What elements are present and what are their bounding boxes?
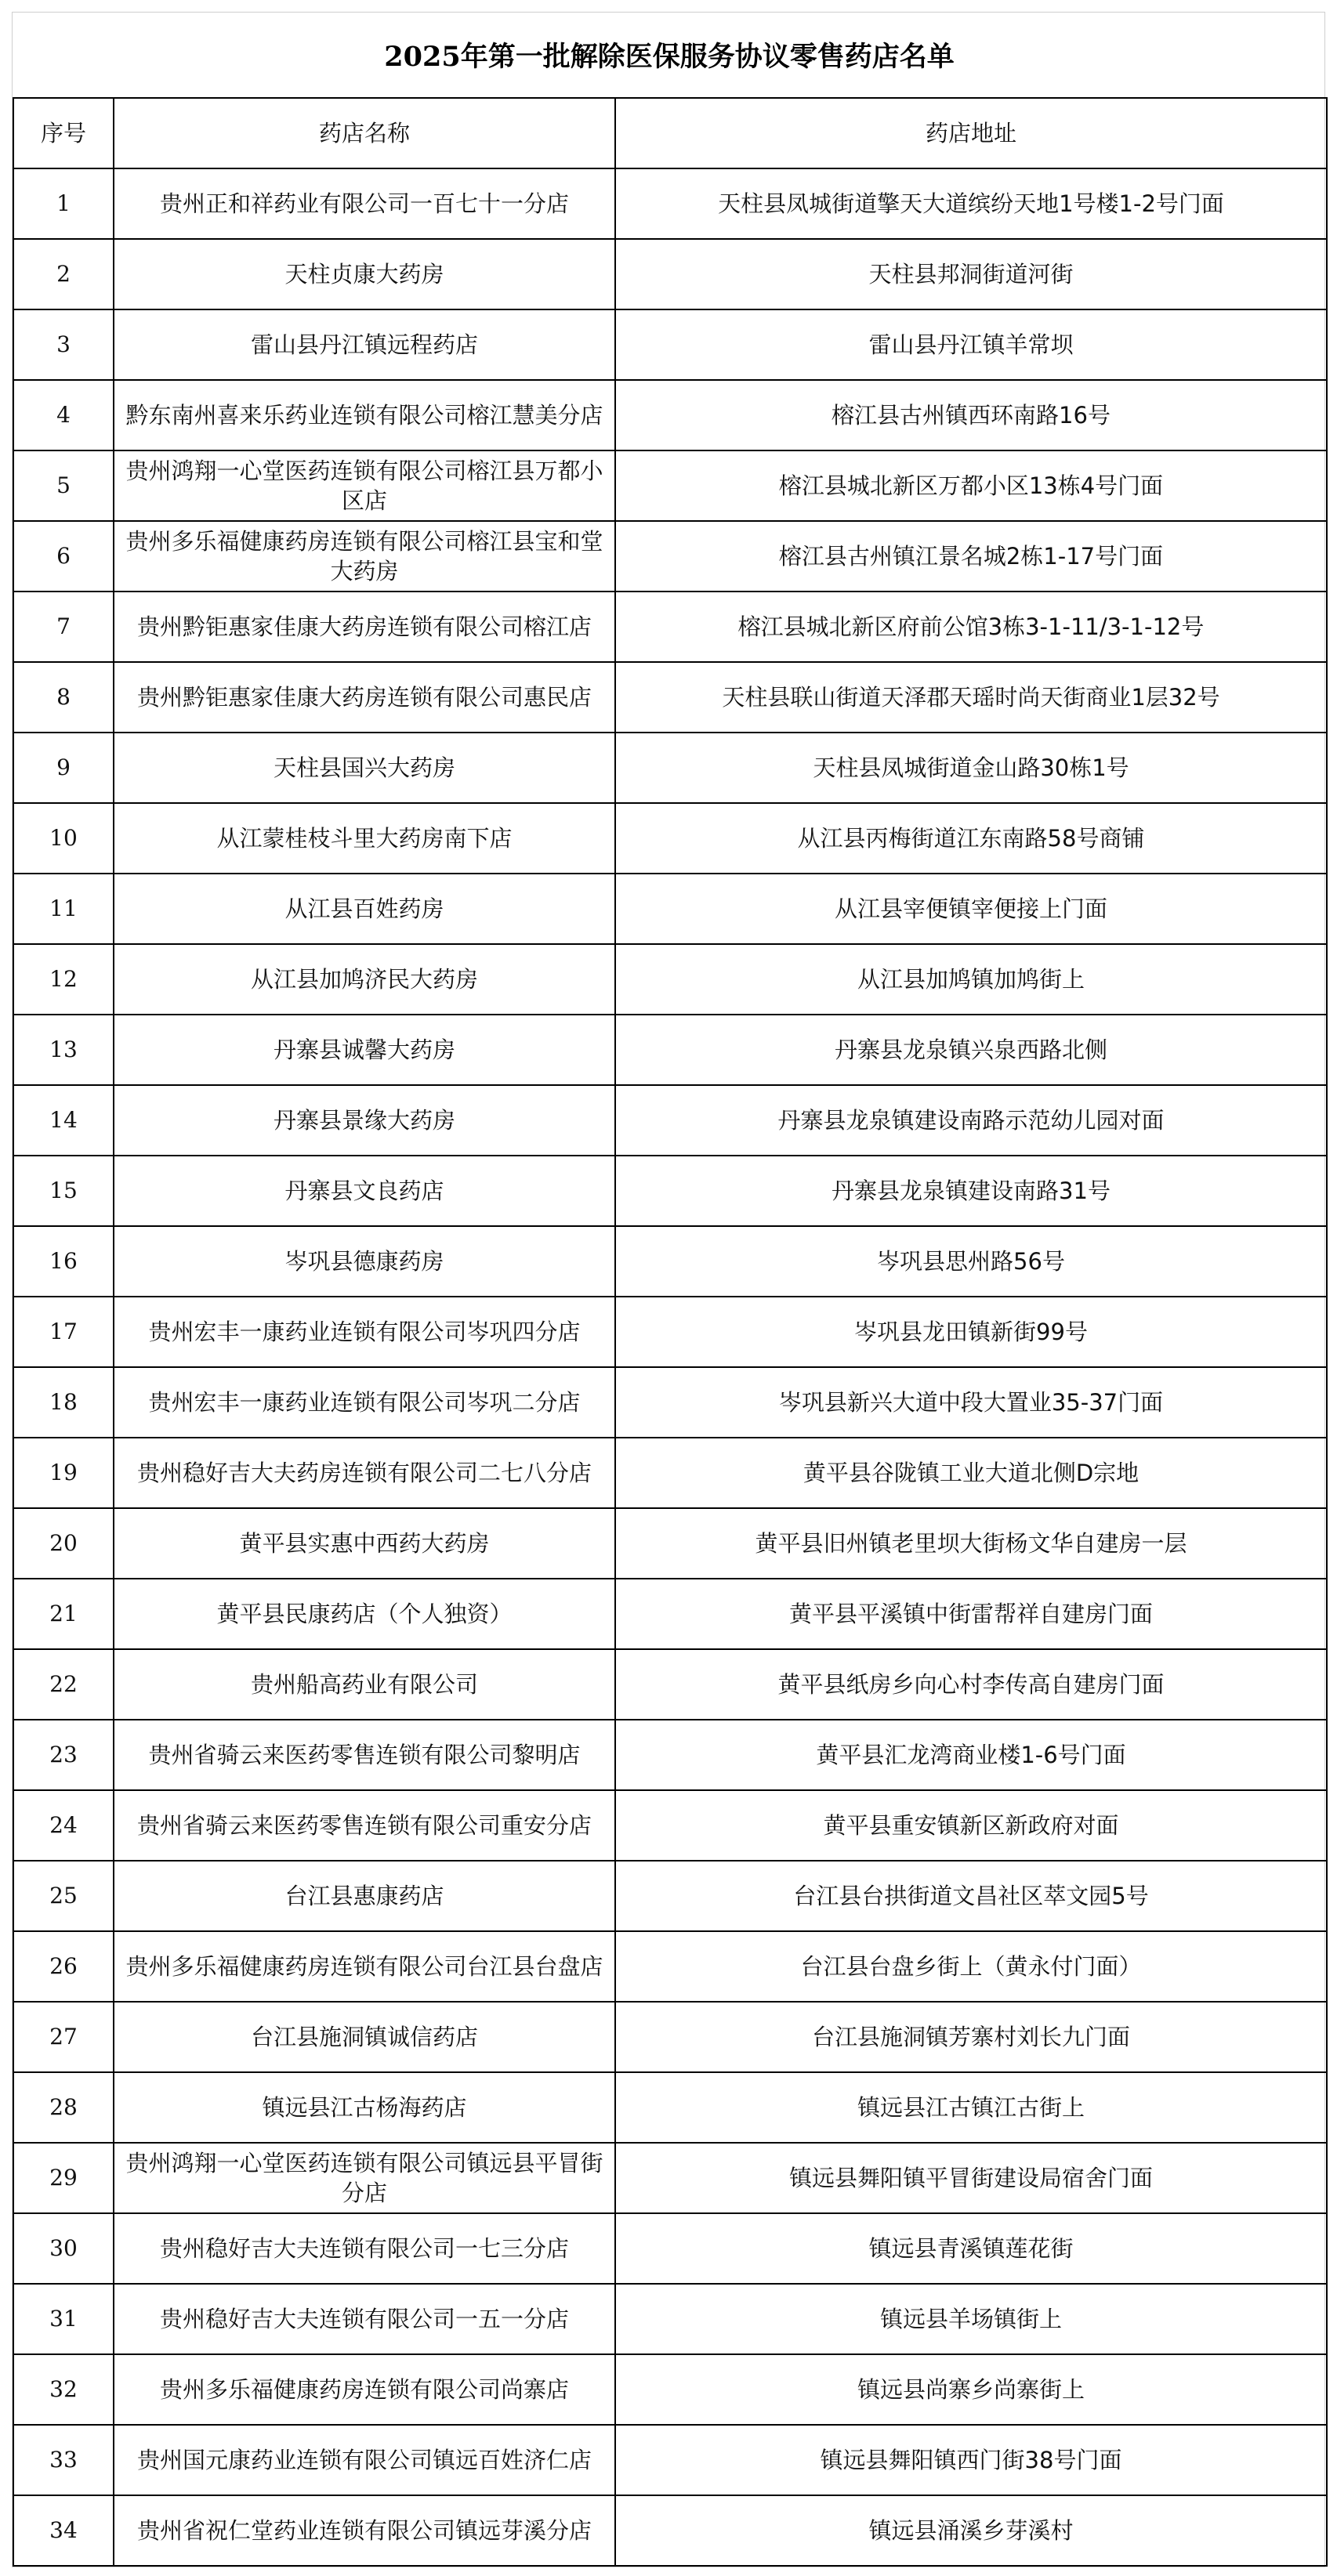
header-pharmacy-name: 药店名称 — [114, 98, 615, 168]
table-row — [13, 874, 1327, 944]
row-serial-number: 6 — [13, 521, 114, 592]
table-row — [13, 450, 1327, 521]
row-pharmacy-name: 贵州黔钜惠家佳康大药房连锁有限公司榕江店 — [114, 592, 615, 662]
row-pharmacy-address: 榕江县城北新区万都小区13栋4号门面 — [615, 450, 1327, 521]
row-pharmacy-name: 贵州省骑云来医药零售连锁有限公司重安分店 — [114, 1790, 615, 1861]
row-pharmacy-address: 黄平县汇龙湾商业楼1-6号门面 — [615, 1720, 1327, 1790]
row-serial-number: 8 — [13, 662, 114, 733]
row-serial-number: 17 — [13, 1297, 114, 1367]
row-pharmacy-name: 丹寨县诚馨大药房 — [114, 1015, 615, 1085]
row-pharmacy-address: 榕江县城北新区府前公馆3栋3-1-11/3-1-12号 — [615, 592, 1327, 662]
row-pharmacy-address: 丹寨县龙泉镇建设南路31号 — [615, 1156, 1327, 1226]
table-row — [13, 1720, 1327, 1790]
table-row — [13, 309, 1327, 380]
row-serial-number: 29 — [13, 2143, 114, 2213]
row-pharmacy-address: 镇远县江古镇江古街上 — [615, 2072, 1327, 2143]
row-pharmacy-address: 榕江县古州镇西环南路16号 — [615, 380, 1327, 450]
row-pharmacy-address: 台江县台盘乡街上（黄永付门面） — [615, 1931, 1327, 2002]
row-pharmacy-name: 黄平县实惠中西药大药房 — [114, 1508, 615, 1579]
row-pharmacy-name: 贵州正和祥药业有限公司一百七十一分店 — [114, 168, 615, 239]
row-serial-number: 13 — [13, 1015, 114, 1085]
row-pharmacy-address: 台江县施洞镇芳寨村刘长九门面 — [615, 2002, 1327, 2072]
row-pharmacy-name: 从江县百姓药房 — [114, 874, 615, 944]
row-serial-number: 7 — [13, 592, 114, 662]
row-pharmacy-name: 从江县加鸠济民大药房 — [114, 944, 615, 1015]
table-row — [13, 803, 1327, 874]
table-row — [13, 521, 1327, 592]
row-serial-number: 5 — [13, 450, 114, 521]
table-row — [13, 1861, 1327, 1931]
row-pharmacy-name: 贵州宏丰一康药业连锁有限公司岑巩二分店 — [114, 1367, 615, 1438]
row-serial-number: 22 — [13, 1649, 114, 1720]
row-pharmacy-name: 黔东南州喜来乐药业连锁有限公司榕江慧美分店 — [114, 380, 615, 450]
table-body — [13, 168, 1327, 2566]
table-row — [13, 1508, 1327, 1579]
row-serial-number: 14 — [13, 1085, 114, 1156]
row-serial-number: 25 — [13, 1861, 114, 1931]
table-row — [13, 1579, 1327, 1649]
row-pharmacy-address: 镇远县青溪镇莲花街 — [615, 2213, 1327, 2284]
table-row — [13, 1156, 1327, 1226]
row-serial-number: 21 — [13, 1579, 114, 1649]
row-pharmacy-name: 贵州鸿翔一心堂医药连锁有限公司镇远县平冒街分店 — [114, 2143, 615, 2213]
row-pharmacy-name: 贵州多乐福健康药房连锁有限公司台江县台盘店 — [114, 1931, 615, 2002]
row-serial-number: 15 — [13, 1156, 114, 1226]
table-row — [13, 1649, 1327, 1720]
row-serial-number: 20 — [13, 1508, 114, 1579]
row-pharmacy-name: 贵州多乐福健康药房连锁有限公司尚寨店 — [114, 2354, 615, 2425]
table-row — [13, 662, 1327, 733]
row-pharmacy-name: 丹寨县文良药店 — [114, 1156, 615, 1226]
table-row — [13, 1931, 1327, 2002]
row-serial-number: 16 — [13, 1226, 114, 1297]
pharmacy-table — [13, 97, 1328, 2567]
row-pharmacy-address: 黄平县谷陇镇工业大道北侧D宗地 — [615, 1438, 1327, 1508]
row-pharmacy-address: 台江县台拱街道文昌社区萃文园5号 — [615, 1861, 1327, 1931]
row-pharmacy-address: 天柱县凤城街道金山路30栋1号 — [615, 733, 1327, 803]
row-pharmacy-name: 贵州船高药业有限公司 — [114, 1649, 615, 1720]
row-pharmacy-address: 镇远县尚寨乡尚寨街上 — [615, 2354, 1327, 2425]
row-pharmacy-name: 镇远县江古杨海药店 — [114, 2072, 615, 2143]
row-serial-number: 32 — [13, 2354, 114, 2425]
row-serial-number: 2 — [13, 239, 114, 309]
table-row — [13, 2425, 1327, 2495]
row-pharmacy-address: 岑巩县新兴大道中段大置业35-37门面 — [615, 1367, 1327, 1438]
row-serial-number: 33 — [13, 2425, 114, 2495]
row-pharmacy-address: 黄平县旧州镇老里坝大街杨文华自建房一层 — [615, 1508, 1327, 1579]
row-serial-number: 10 — [13, 803, 114, 874]
table-row — [13, 380, 1327, 450]
row-pharmacy-address: 黄平县纸房乡向心村李传高自建房门面 — [615, 1649, 1327, 1720]
row-pharmacy-name: 雷山县丹江镇远程药店 — [114, 309, 615, 380]
row-serial-number: 1 — [13, 168, 114, 239]
row-pharmacy-name: 台江县惠康药店 — [114, 1861, 615, 1931]
table-header-row — [13, 98, 1327, 168]
table-row — [13, 1790, 1327, 1861]
row-pharmacy-name: 贵州国元康药业连锁有限公司镇远百姓济仁店 — [114, 2425, 615, 2495]
row-pharmacy-address: 天柱县邦洞街道河街 — [615, 239, 1327, 309]
table-row — [13, 592, 1327, 662]
table-row — [13, 2354, 1327, 2425]
row-pharmacy-name: 贵州稳好吉大夫连锁有限公司一五一分店 — [114, 2284, 615, 2354]
row-serial-number: 9 — [13, 733, 114, 803]
row-serial-number: 24 — [13, 1790, 114, 1861]
row-serial-number: 18 — [13, 1367, 114, 1438]
table-row — [13, 2143, 1327, 2213]
row-pharmacy-name: 贵州多乐福健康药房连锁有限公司榕江县宝和堂大药房 — [114, 521, 615, 592]
table-row — [13, 2002, 1327, 2072]
row-serial-number: 11 — [13, 874, 114, 944]
row-pharmacy-address: 镇远县舞阳镇西门街38号门面 — [615, 2425, 1327, 2495]
row-pharmacy-address: 岑巩县龙田镇新街99号 — [615, 1297, 1327, 1367]
row-pharmacy-address: 榕江县古州镇江景名城2栋1-17号门面 — [615, 521, 1327, 592]
table-row — [13, 944, 1327, 1015]
row-serial-number: 28 — [13, 2072, 114, 2143]
row-serial-number: 27 — [13, 2002, 114, 2072]
row-pharmacy-name: 岑巩县德康药房 — [114, 1226, 615, 1297]
row-pharmacy-address: 镇远县涌溪乡芽溪村 — [615, 2495, 1327, 2566]
table-row — [13, 1226, 1327, 1297]
row-pharmacy-name: 台江县施洞镇诚信药店 — [114, 2002, 615, 2072]
table-row — [13, 733, 1327, 803]
row-pharmacy-name: 贵州省骑云来医药零售连锁有限公司黎明店 — [114, 1720, 615, 1790]
row-pharmacy-address: 黄平县重安镇新区新政府对面 — [615, 1790, 1327, 1861]
row-serial-number: 19 — [13, 1438, 114, 1508]
table-row — [13, 2072, 1327, 2143]
table-row — [13, 1297, 1327, 1367]
row-pharmacy-address: 雷山县丹江镇羊常坝 — [615, 309, 1327, 380]
row-pharmacy-name: 黄平县民康药店（个人独资） — [114, 1579, 615, 1649]
row-pharmacy-address: 岑巩县思州路56号 — [615, 1226, 1327, 1297]
header-pharmacy-address: 药店地址 — [615, 98, 1327, 168]
row-pharmacy-address: 天柱县联山街道天泽郡天瑶时尚天街商业1层32号 — [615, 662, 1327, 733]
table-row — [13, 2495, 1327, 2566]
row-pharmacy-name: 贵州稳好吉大夫连锁有限公司一七三分店 — [114, 2213, 615, 2284]
row-pharmacy-address: 黄平县平溪镇中街雷帮祥自建房门面 — [615, 1579, 1327, 1649]
table-row — [13, 2284, 1327, 2354]
row-serial-number: 31 — [13, 2284, 114, 2354]
document-sheet — [12, 12, 1325, 2567]
row-pharmacy-name: 从江蒙桂枝斗里大药房南下店 — [114, 803, 615, 874]
table-row — [13, 168, 1327, 239]
table-row — [13, 239, 1327, 309]
table-row — [13, 1085, 1327, 1156]
row-serial-number: 30 — [13, 2213, 114, 2284]
header-serial-number: 序号 — [13, 98, 114, 168]
row-pharmacy-address: 从江县丙梅街道江东南路58号商铺 — [615, 803, 1327, 874]
row-pharmacy-name: 贵州稳好吉大夫药房连锁有限公司二七八分店 — [114, 1438, 615, 1508]
table-row — [13, 1367, 1327, 1438]
row-pharmacy-address: 镇远县舞阳镇平冒街建设局宿舍门面 — [615, 2143, 1327, 2213]
document-title: 2025年第一批解除医保服务协议零售药店名单 — [384, 41, 955, 73]
row-pharmacy-address: 从江县宰便镇宰便接上门面 — [615, 874, 1327, 944]
row-pharmacy-name: 天柱贞康大药房 — [114, 239, 615, 309]
row-serial-number: 4 — [13, 380, 114, 450]
table-row — [13, 1015, 1327, 1085]
row-serial-number: 23 — [13, 1720, 114, 1790]
row-pharmacy-address: 丹寨县龙泉镇兴泉西路北侧 — [615, 1015, 1327, 1085]
row-pharmacy-address: 镇远县羊场镇街上 — [615, 2284, 1327, 2354]
row-serial-number: 34 — [13, 2495, 114, 2566]
row-serial-number: 26 — [13, 1931, 114, 2002]
row-serial-number: 12 — [13, 944, 114, 1015]
table-row — [13, 1438, 1327, 1508]
row-serial-number: 3 — [13, 309, 114, 380]
row-pharmacy-address: 从江县加鸠镇加鸠街上 — [615, 944, 1327, 1015]
row-pharmacy-address: 天柱县凤城街道擎天大道缤纷天地1号楼1-2号门面 — [615, 168, 1327, 239]
row-pharmacy-name: 贵州宏丰一康药业连锁有限公司岑巩四分店 — [114, 1297, 615, 1367]
row-pharmacy-address: 丹寨县龙泉镇建设南路示范幼儿园对面 — [615, 1085, 1327, 1156]
row-pharmacy-name: 贵州鸿翔一心堂医药连锁有限公司榕江县万都小区店 — [114, 450, 615, 521]
row-pharmacy-name: 贵州黔钜惠家佳康大药房连锁有限公司惠民店 — [114, 662, 615, 733]
row-pharmacy-name: 贵州省祝仁堂药业连锁有限公司镇远芽溪分店 — [114, 2495, 615, 2566]
row-pharmacy-name: 天柱县国兴大药房 — [114, 733, 615, 803]
row-pharmacy-name: 丹寨县景缘大药房 — [114, 1085, 615, 1156]
table-row — [13, 2213, 1327, 2284]
